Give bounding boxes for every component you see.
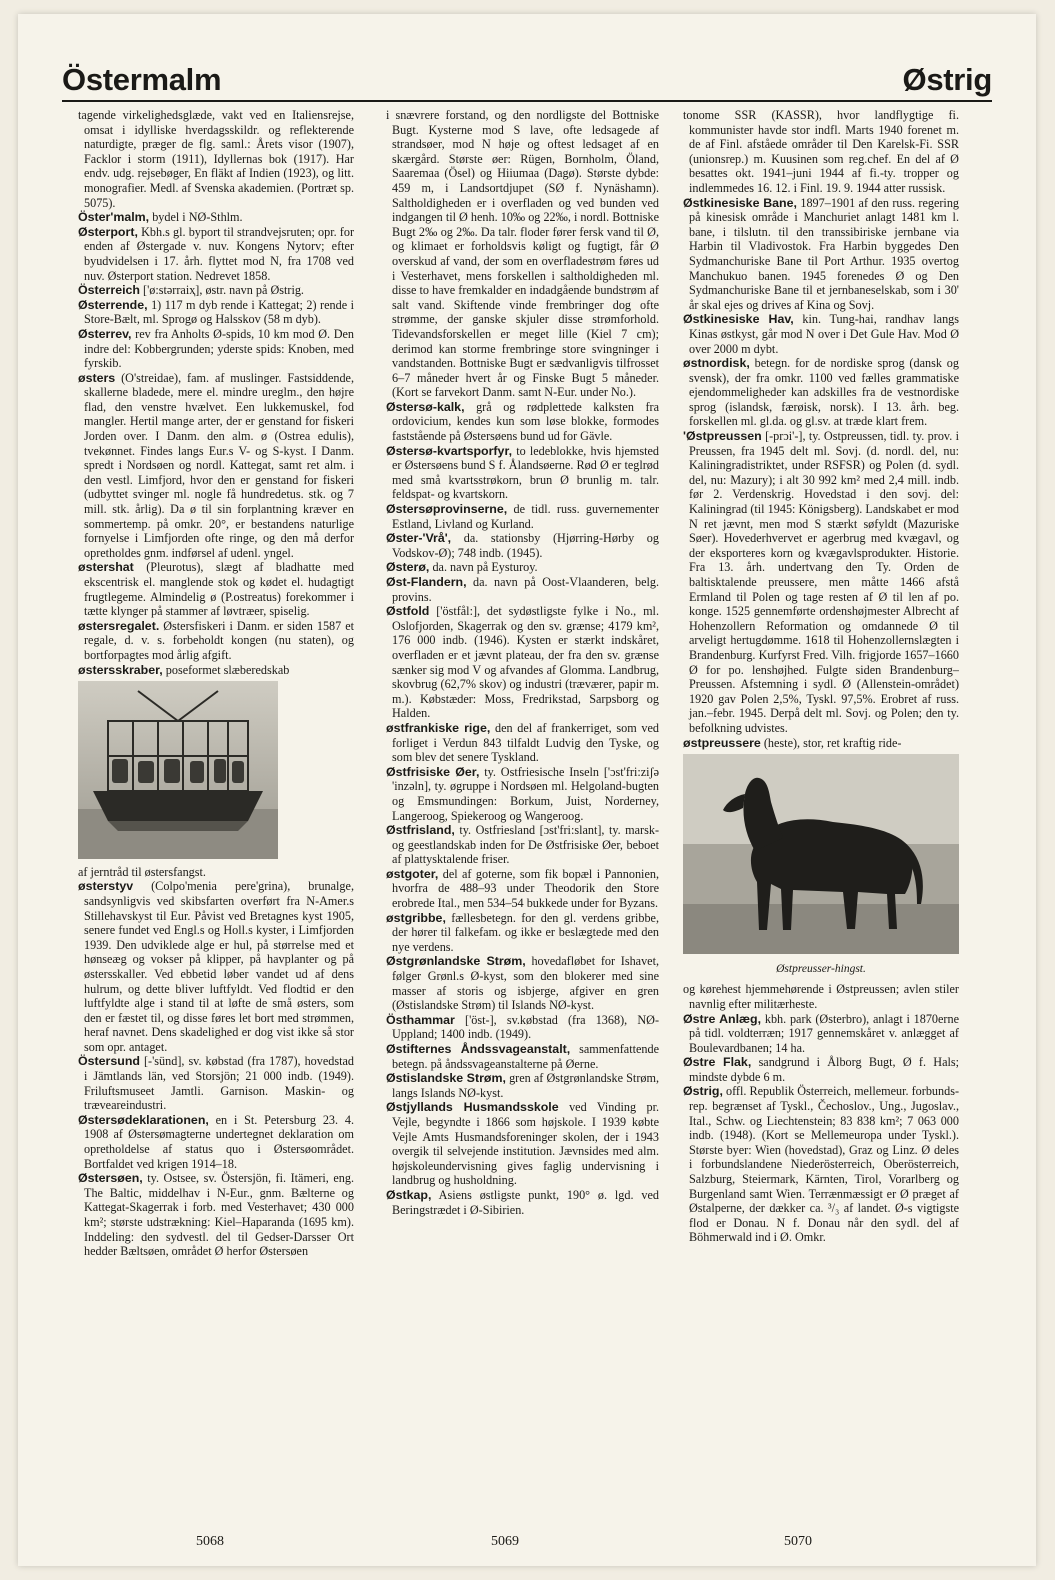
entry: Østkinesiske Bane, 1897–1901 af den russ. regering på kinesisk område i Manchuriet anlagt 1481 km l. bane, i tilslutn. til den transsibiriske jernbane via Harbin til Vladivostok. Fra Harbin byggedes Den Sydmanchuriske Bane til Port Arthur. 1935 overtog Manchukuo banen. 1945 forenedes Ø og Den Sydmanchuriske Bane til et jernbaneselskab, som i 30' år skal ejes og drives af Kina og Sovj. xyxy=(683,195,959,312)
entry: Østrig, offl. Republik Österreich, mellemeur. forbunds-rep. begrænset af Tyskl., Čechoslov., Ung., Jugoslav., Ital., Schw. og Liechtenstein; 83 838 km²; 7 063 000 indb. (1948). (Kort se Mellemeuropa under Tyskl.). Største byer: Wien (hovedstad), Graz og Linz. Ø deles i forbundslandene Niederösterreich, Oberösterreich, Salzburg, Steiermark, Kärnten, Tirol, Vorarlberg og Burgenland samt Wien. Terrænmæssigt er Ø præget af Østalperne, der dækker ca. ³/₃ af landet. Ø-s vigtigste flod er Donau. N f. Donau når den sydl. del af Böhmerwald ind i Ø. Omkr. xyxy=(683,1084,959,1245)
column-3 xyxy=(683,108,959,1508)
column-1 xyxy=(78,108,354,1508)
entry: tagende virkelighedsglæde, vakt ved en Italiensrejse, omsat i idylliske hverdagsskildr. og reflekterende naturdigte, præger de flg. saml.: Årets visor (1907), Facklor i storm (1911), Idyllernas bok (1917). Har endv. udg. rejsebøger, En fläkt af Indien (1923), og litt. monografier. Medl. af Svenska akademien. (Portræt sp. 5075). xyxy=(78,108,354,210)
oyster-dredge-illustration xyxy=(78,681,278,859)
entry: Østersøen, ty. Ostsee, sv. Östersjön, fi. Itämeri, eng. The Baltic, middelhav i N-Eur., gnm. Bælterne og Kattegat-Skagerrak i forb. med Vesterhavet; 430 000 km²; største udstrækning: Kiel–Haparanda (1695 km). Inddeling: den sydvestl. del til Gedser-Darsser Ort hedder Bæltsøen, området Ø herfor Østersøen xyxy=(78,1171,354,1259)
entry: Østerport, Kbh.s gl. byport til strandvejsruten; opr. for enden af Østergade v. nuv. Kongens Nytorv; efter byudvidelsen i 17. årh. flyttet mod N, fra 1708 ved nuv. Østerport station. Nedrevet 1858. xyxy=(78,224,354,283)
entry: østerstyv (Colpo'menia pere'grina), brunalge, sandsynligvis ved skibsfarten overført fra N-Amer.s Stillehavskyst til Eur. Påvist ved Bretagnes kyst 1905, senere fundet ved Engl.s og Holl.s kyster, i Limfjorden 1939. Den udviklede alge er hul, på størrelse med et hønseæg og vokser på klipper, på havplanter og på østersskaller. Ved ebbetid løber vandet ud af dens hulrum, og dette bliver luftfyldt. Ved flodtid er den luftfyldte alge i stand til at løfte de små østers, som den er fæstet til, og disse føres let bort med strømmen, heraf navnet. Dens skadelighed er dog vist ikke så stor som opr. antaget. xyxy=(78,879,354,1054)
horse-illustration xyxy=(683,754,959,954)
entry: i snævrere forstand, og den nordligste del Bottniske Bugt. Kysterne mod S lave, ofte ledsagede af strandsøer, mod N høje og oftest ledsaget af en skærgård. Største øer: Rügen, Bornholm, Öland, Saaremaa (Ösel) og Hiiumaa (Dagø). Største dybde: 459 m, i Landsortdjupet (SØ f. Nynäshamn). Saltholdigheden er i overfladen og ved bunden ved indgangen til Ø henh. 10‰ og 22‰, i nordl. Bottniske Bugt 2‰ og 2‰. Da talr. floder fører fersk vand til Ø, og klimaet er forholdsvis køligt og fugtigt, får Ø overskud af vand, der som en overfladestrøm føres ud i Vesterhavet, mens forskellen i saltholdigheden ml. disse to have fremkalder en indadgående bundstrøm af salt vand. Skiftende vinde frembringer dog ofte strømme, der ganske skjuler disse strømforhold. Tidevandsforskellen er meget lille (Kiel 7 cm); derimod kan storme frembringe store svingninger i vandstanden. Bottniske Bugt er sædvanligvis tilfrosset 6–7 måneder hvert år og Finske Bugt 5 måneder. (Kort se farvekort Danm. samt N-Eur. under No.). xyxy=(386,108,659,400)
entry: Østre Anlæg, kbh. park (Østerbro), anlagt i 1870erne på tidl. voldterræn; 1917 gennemskåret v. anlægget af Boulevardbanen; 14 ha. xyxy=(683,1011,959,1055)
entry: Östersund [-'sünd], sv. købstad (fra 1787), hovedstad i Jämtlands län, ved Storsjön; 21 000 indb. (1949). Friluftsmuseet Jamtli. Garnison. Maskin- og træveareindustri. xyxy=(78,1054,354,1113)
entry: østershat (Pleurotus), slægt af bladhatte med ekscentrisk el. manglende stok og kødet el. hudagtigt frugtlegeme. Almindelig ø (P.ostreatus) forekommer i tætte klynger på stammer af løvtræer, spiselig. xyxy=(78,560,354,619)
entry: Østkinesiske Hav, kin. Tung-hai, randhav langs Kinas østkyst, går mod N over i Det Gule Hav. Mod Ø over 2000 m dybt. xyxy=(683,312,959,356)
entry: Østersø-kvartsporfyr, to ledeblokke, hvis hjemsted er Østersøens bund S f. Ålandsøerne. Rød Ø er teglrød med små kvartsstrøkorn, brun Ø brunlig m. talr. feldspat- og kvartskorn. xyxy=(386,443,659,502)
entry: tonome SSR (KASSR), hvor landflygtige fi. kommunister havde stor indfl. Marts 1940 forenet m. de af Finl. afståede områder til Den Karelsk-Fi. SSR (unionsrep.) m. Kuusinen som reg.chef. En del af Ø besattes okt. 1941–juni 1944 af fi.-ty. tropper og indlemmedes 16. 12. i Finl. 19. 9. 1944 atter russisk. xyxy=(683,108,959,195)
page-number: 5068 xyxy=(196,1534,224,1549)
entry: østersskraber, poseformet slæberedskab xyxy=(78,662,290,677)
column-2 xyxy=(386,108,659,1508)
entry: Østjyllands Husmandsskole ved Vinding pr. Vejle, begyndte i 1866 som højskole. I 1939 købte Vejle Amts Husmandsforeninger skolen, der i 1943 overgik til selvejende institution. Jævnsides med alm. højskoleundervisning gives faglig undervisning i landbrug og husholdning. xyxy=(386,1100,659,1188)
entry: Öster'malm, bydel i NØ-Sthlm. xyxy=(78,210,243,225)
page-header xyxy=(62,44,992,102)
entry: Østgrønlandske Strøm, hovedafløbet for Ishavet, følger Grønl.s Ø-kyst, som den blokerer med sine masser af storis og isbjerge, afgiver en gren (Østislandske Strøm) til Islands NØ-kyst. xyxy=(386,954,659,1013)
entry: Östhammar ['öst-], sv.købstad (fra 1368), NØ-Uppland; 1400 indb. (1949). xyxy=(386,1012,659,1042)
horse-photo xyxy=(683,754,959,976)
oyster-dredge-photo xyxy=(78,681,354,863)
entry: Østfrisiske Øer, ty. Ostfriesische Inseln ['ɔst'fri:ziʃə 'inzəln], ty. øgruppe i Nordsøen ml. Helgoland-bugten og Emsmundingen: Borkum, Juist, Norderney, Langeroog, Spiekeroog og Wangeroog. xyxy=(386,764,659,823)
entry: østersregalet. Østersfiskeri i Danm. er siden 1587 et regale, d. v. s. forbeholdt kongen (nu staten), og bortforpagtes mod årlig afgift. xyxy=(78,618,354,662)
entry: Østerrende, 1) 117 m dyb rende i Kattegat; 2) rende i Store-Bælt, ml. Sprogø og Halsskov (58 m dyb). xyxy=(78,297,354,327)
entry: Øster-'Vrå', da. stationsby (Hjørring-Hørby og Vodskov-Ø); 748 indb. (1945). xyxy=(386,531,659,560)
entry: Østerrev, rev fra Anholts Ø-spids, 10 km mod Ø. Den indre del: Kobbergrunden; yderste spids: Knoben, med fyrskib. xyxy=(78,326,354,371)
header-left-word: Östermalm xyxy=(62,62,222,97)
entry: østpreussere (heste), stor, ret kraftig ride- xyxy=(683,735,902,750)
page-number: 5069 xyxy=(491,1534,519,1549)
entry: af jerntråd til østersfangst. xyxy=(78,864,206,879)
entry: Øst-Flandern, da. navn på Oost-Vlaanderen, belg. provins. xyxy=(386,575,659,604)
entry: Østfold ['östfål:], det sydøstligste fylke i No., ml. Oslofjorden, Skagerrak og den sv. grænse; 4179 km², 176 000 indb. (1946). Kysten er stærkt indskåret, overfladen er et jævnt plateau, der fra den sv. grænse sænker sig mod V og afvandes af Glomma. Landbrug, skovbrug (62,7% skov) og industri (træværer, papir m. m.). Købstæder: Moss, Fredrikstad, Sarpsborg og Halden. xyxy=(386,604,659,721)
entry: Østislandske Strøm, gren af Østgrønlandske Strøm, langs Islands NØ-kyst. xyxy=(386,1071,659,1100)
entry: østfrankiske rige, den del af frankerriget, som ved forliget i Verdun 843 tilfaldt Ludvig den Tyske, og som blev det senere Tyskland. xyxy=(386,720,659,765)
entry: og kørehest hjemmehørende i Østpreussen; avlen stiler navnlig efter militærheste. xyxy=(683,982,959,1011)
entry: 'Østpreussen [-prɔi'-], ty. Ostpreussen, tidl. ty. prov. i Preussen, fra 1945 delt ml. Sovj. (d. nordl. del, nu: Kaliningradistriktet, under RSFSR) og Polen (d. sydl. del, nu: Mazury); i alt 30 992 km² med 2,4 mill. indb. før 2. Verdenskrig. Hovedstad i den sovj. del: Kaliningrad (til 1945: Königsberg). Landskabet er mod N ret jævnt, men mod S stærkt søfyldt (Mazuriske Søer). Hovederhvervet er agerbrug med kvægavl, og der eksporteres korn og kvægavlsprodukter. Historie. Fra 13. årh. undertvang den Ty. Orden de baltisktalende preussere, men måtte 1466 afstå Ermland til Polen og tage resten af Ø til len af po. konge. 1525 gennemførte ordenshøjmester Albrecht af Hohenzollern Reformation og omdannede Ø til arveligt hertugdømme. 1618 til Hohenzollernslægten i Brandenburg. Kurfyrst Fred. Vilh. frigjorde 1657–1660 Ø for po. lenshøjhed. Fulgte siden Brandenburg–Preussen. Afstemning i sydl. Ø (Allenstein-området) 1920 gav Polen 2,5%, Tyskl. 97,5%. Erobret af russ. jan.–febr. 1945. Derpå delt ml. Sovj. og Polen; den ty. befolkning udvistes. xyxy=(683,429,959,735)
entry: Østersødeklarationen, en i St. Petersburg 23. 4. 1908 af Østersømagterne undertegnet deklaration om opretholdelse af status quo i Østersøområdet. Bortfaldet ved krigen 1914–18. xyxy=(78,1112,354,1171)
entry: Østersøprovinserne, de tidl. russ. guvernementer Estland, Livland og Kurland. xyxy=(386,502,659,531)
entry: østnordisk, betegn. for de nordiske sprog (dansk og svensk), der fra omkr. 1100 ved fælles grammatiske ejendommeligheder kan adskilles fra de vestnordiske sprog (islandsk, færøisk, norsk). I 13. årh. beg. forskellen ml. gl.da. og gl.sv. at træde klart frem. xyxy=(683,356,959,429)
entry: Østersø-kalk, grå og rødplettede kalksten fra ordovicium, kendes kun som løse blokke, formodes faststående på Østersøens bund ud for Gävle. xyxy=(386,399,659,444)
entry: Østifternes Åndssvageanstalt, sammenfattende betegn. på åndssvageanstalterne på Øerne. xyxy=(386,1042,659,1071)
entry: Österreich ['ø:stərraiҳ], østr. navn på Østrig. xyxy=(78,283,304,298)
entry: østgoter, del af goterne, som fik bopæl i Pannonien, hvorfra de 488–93 under Theodorik den Store erobrede Ital., men 534–54 bukkede under for Byzans. xyxy=(386,866,659,911)
header-right-word: Østrig xyxy=(902,62,992,97)
entry: Østerø, da. navn på Eysturoy. xyxy=(386,560,538,575)
entry: østgribbe, fællesbetegn. for den gl. verdens gribbe, der hører til falkefam. og ikke er beslægtede med den nye verdens. xyxy=(386,910,659,954)
entry: Østkap, Asiens østligste punkt, 190° ø. lgd. ved Beringstrædet i Ø-Sibirien. xyxy=(386,1187,659,1217)
entry: Østre Flak, sandgrund i Ålborg Bugt, Ø f. Hals; mindste dybde 6 m. xyxy=(683,1055,959,1084)
encyclopedia-page xyxy=(18,14,1036,1566)
horse-caption: Østpreusser-hingst. xyxy=(776,962,866,975)
entry: østers (O'streidae), fam. af muslinger. Fastsiddende, skallerne bladede, mere el. mindre ureglm., den højre flad, den venstre hvælvet. Een lukkemuskel, fod mangler. Hertil mange arter, der er genstand for fiskeri Jorden over. I Danm. den alm. ø (Ostrea edulis), tvekønnet. Findes langs Eur.s V- og S-kyst. I Danm. spredt i Nordsøen og nordl. Kattegat, samt ret alm. i den vestl. Limfjord, hvor den er genstand for fiskeri (udbyttet svinger ml. nogle få hundredetus. stk. og 7 mill. stk. årlig). Da ø til sin forplantning kræver en sommertemp. på omkr. 20°, er bestandens naturlige fornyelse i Limfjorden ofte ringe, og den må derfor opretholdes gnm. indførsel af udenl. yngel. xyxy=(78,370,354,560)
page-number: 5070 xyxy=(784,1534,812,1549)
entry: Østfrisland, ty. Ostfriesland [ɔst'fri:slant], ty. marsk- og geestlandskab inden for De Østfrisiske Øer, beboet af plattysktalende friser. xyxy=(386,823,659,867)
